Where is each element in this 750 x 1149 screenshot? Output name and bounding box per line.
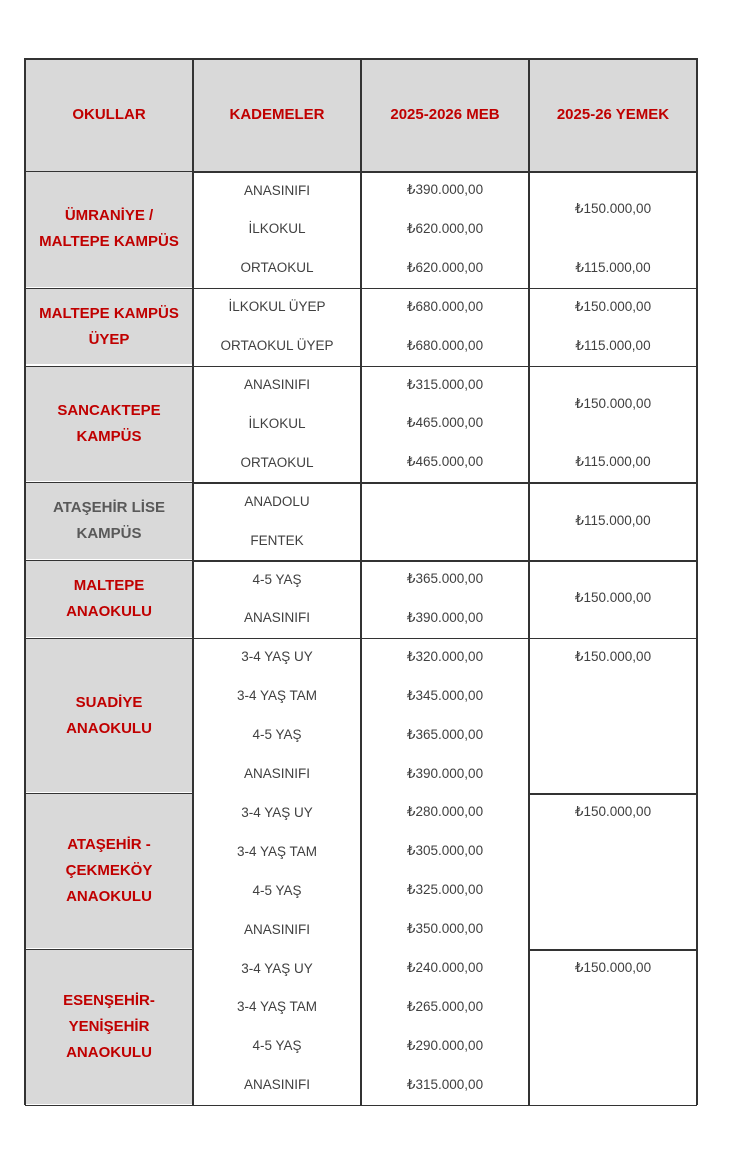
level-label: İLKOKUL: [248, 221, 306, 237]
column-divider: [696, 58, 698, 1105]
level-label: ORTAOKUL ÜYEP: [220, 338, 334, 354]
school-name: SANCAKTEPE KAMPÜS: [25, 367, 193, 482]
level-label: ANASINIFI: [243, 610, 310, 626]
level-label: ANASINIFI: [243, 921, 310, 937]
meb-fee: [361, 482, 529, 520]
school-name: ÜMRANİYE / MALTEPE KAMPÜS: [25, 172, 193, 287]
meal-fee: ₺115.000,00: [575, 337, 651, 353]
school-name: ESENŞEHİR-YENİŞEHİR ANAOKULU: [25, 950, 193, 1104]
meb-fee: ₺680.000,00: [406, 337, 484, 353]
meb-fee: ₺290.000,00: [406, 1037, 484, 1053]
meal-fee: ₺115.000,00: [575, 454, 651, 470]
level-label: İLKOKUL: [248, 415, 306, 431]
level-label: İLKOKUL ÜYEP: [228, 299, 326, 315]
meb-fee: ₺365.000,00: [406, 571, 484, 586]
row-divider: [25, 1105, 697, 1107]
column-divider: [192, 58, 194, 1105]
meb-fee: ₺325.000,00: [406, 882, 484, 898]
meb-fee: ₺390.000,00: [406, 182, 484, 197]
meal-fee: ₺150.000,00: [574, 960, 652, 975]
header-meb: 2025-2026 MEB: [361, 58, 529, 171]
header-meal: 2025-26 YEMEK: [529, 58, 697, 171]
school-name: ATAŞEHİR LİSE KAMPÜS: [25, 483, 193, 559]
meb-fee: ₺280.000,00: [406, 804, 484, 820]
meb-fee: ₺390.000,00: [406, 609, 484, 625]
level-label: 4-5 YAŞ: [252, 571, 302, 587]
meal-fee: ₺150.000,00: [574, 590, 652, 606]
meal-fee: ₺150.000,00: [574, 804, 652, 820]
school-name: ATAŞEHİR - ÇEKMEKÖY ANAOKULU: [25, 794, 193, 948]
meal-fee: ₺150.000,00: [574, 201, 652, 217]
fee-table: [25, 58, 697, 1104]
school-name: MALTEPE ANAOKULU: [25, 561, 193, 637]
level-label: ANASINIFI: [243, 377, 310, 392]
level-label: 3-4 YAŞ UY: [241, 960, 313, 976]
school-name: SUADİYE ANAOKULU: [25, 639, 193, 793]
meb-fee: ₺680.000,00: [406, 298, 484, 314]
level-label: 3-4 YAŞ TAM: [236, 999, 318, 1015]
meal-fee: ₺115.000,00: [575, 512, 651, 528]
level-label: 3-4 YAŞ TAM: [236, 688, 318, 704]
level-label: 4-5 YAŞ: [252, 727, 302, 743]
level-label: 4-5 YAŞ: [252, 1038, 302, 1054]
school-name: MALTEPE KAMPÜS ÜYEP: [25, 289, 193, 365]
meb-fee: ₺365.000,00: [406, 726, 484, 742]
level-label: ANASINIFI: [243, 182, 310, 198]
level-label: 3-4 YAŞ UY: [241, 649, 313, 665]
level-label: 4-5 YAŞ: [252, 882, 302, 898]
meb-fee: ₺315.000,00: [406, 376, 484, 392]
meal-fee: ₺150.000,00: [574, 298, 652, 314]
meb-fee: ₺315.000,00: [406, 1076, 484, 1092]
column-divider: [24, 58, 26, 1105]
meb-fee: ₺465.000,00: [406, 415, 484, 431]
meb-fee: ₺265.000,00: [406, 998, 484, 1014]
level-label: FENTEK: [250, 532, 304, 548]
header-schools: OKULLAR: [25, 58, 193, 171]
meal-fee: ₺150.000,00: [574, 395, 652, 411]
meal-fee: ₺150.000,00: [574, 648, 652, 664]
level-label: ORTAOKUL: [240, 454, 314, 470]
meb-fee: ₺320.000,00: [406, 648, 484, 664]
meal-fee: ₺115.000,00: [575, 259, 651, 275]
column-divider: [528, 58, 530, 1105]
level-label: 3-4 YAŞ TAM: [236, 843, 318, 859]
level-label: ANASINIFI: [243, 766, 310, 781]
meb-fee: ₺305.000,00: [406, 843, 484, 859]
meb-fee: ₺345.000,00: [406, 687, 484, 703]
level-label: ANASINIFI: [243, 1077, 310, 1093]
meb-fee: ₺620.000,00: [406, 259, 484, 275]
column-divider: [360, 58, 362, 1105]
level-label: 3-4 YAŞ UY: [241, 804, 313, 820]
header-levels: KADEMELER: [193, 58, 361, 171]
meb-fee: ₺350.000,00: [406, 921, 484, 937]
level-label: ANADOLU: [244, 493, 310, 509]
meb-fee: ₺465.000,00: [406, 454, 484, 470]
meb-fee: ₺390.000,00: [406, 765, 484, 781]
level-label: ORTAOKUL: [240, 260, 314, 276]
meb-fee: ₺620.000,00: [406, 220, 484, 236]
meb-fee: [361, 521, 529, 559]
meb-fee: ₺240.000,00: [406, 960, 484, 975]
